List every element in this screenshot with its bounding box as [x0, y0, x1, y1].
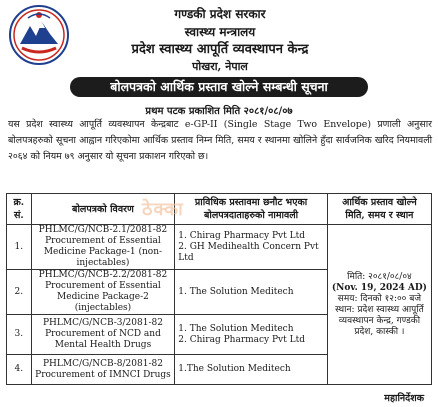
row-description [31, 270, 175, 315]
row-bidders [175, 355, 328, 385]
header-opening: आर्थिक प्रस्ताव खोल्ने मिति, समय र स्थान [327, 194, 431, 225]
header-bidders: प्राविधिक प्रस्तावमा छनौट भएका बोलपत्रदाताहरुको नामावली [175, 194, 328, 225]
nepal-emblem-icon [8, 4, 70, 66]
opening-details [327, 225, 431, 385]
signoff-title: महानिर्देशक [384, 393, 424, 404]
row-sn: 4. [7, 355, 32, 385]
row-bidders [175, 315, 328, 355]
publish-date: प्रथम पटक प्रकाशित मिति २०८१/०८/०७ [145, 106, 293, 117]
row-sn: 2. [7, 270, 32, 315]
bidder-name: 1. The Solution Meditech [178, 323, 294, 334]
government-name: गण्डकी प्रदेश सरकार [174, 7, 266, 21]
bidder-name: 1. Chirag Pharmacy Pvt Ltd [178, 230, 305, 241]
row-description [31, 225, 175, 270]
bidder-name: 1. The Solution Meditech [178, 286, 294, 297]
tender-code: PHLMC/G/NCB-2.2/2081-82 [38, 270, 168, 280]
bidder-name: 2. GH Medihealth Concern Pvt Ltd [178, 241, 319, 263]
row-bidders [175, 225, 328, 270]
table-header-row [7, 194, 432, 225]
table-row [7, 225, 432, 270]
notice-title-banner: बोलपत्रको आर्थिक प्रस्ताव खोल्ने सम्बन्धी सूचना [70, 77, 368, 97]
tender-title: Procurement of Essential Medicine Package-2 (injectables) [45, 281, 161, 313]
opening-time: समय: दिनको १२:०० बजे [337, 293, 422, 304]
tender-title: Procurement of NCD and Mental Health Drugs [45, 329, 161, 350]
opening-place: स्थान: प्रदेश स्वास्थ्य आपूर्ति व्यवस्थापन केन्द्र, गण्डकी प्रदेश, कास्की । [335, 304, 424, 337]
office-location: पोखरा, नेपाल [192, 60, 248, 73]
row-description [31, 355, 175, 385]
opening-date-ad: (Nov. 19, 2024 AD) [331, 282, 427, 293]
opening-date: मिति: २०८१/०८/०४ [347, 271, 412, 282]
tender-code: PHLMC/G/NCB-3/2081-82 [42, 318, 163, 328]
row-description [31, 315, 175, 355]
ministry-name: स्वास्थ्य मन्त्रालय [184, 25, 256, 39]
tender-title: Procurement of IMNCI Drugs [35, 369, 171, 380]
row-sn: 3. [7, 315, 32, 355]
row-bidders [175, 270, 328, 315]
site-watermark: ठेक्का [142, 199, 184, 220]
header-sn: क्र. सं. [7, 194, 32, 225]
bidder-name: 2. Chirag Pharmacy Pvt Ltd [178, 334, 305, 345]
intro-paragraph: यस प्रदेश स्वास्थ्य आपूर्ति व्यवस्थापन केन्द्रबाट e-GP-II (Single Stage Two Envelope) प्रणाली अनुसार बोलपत्रहरुको सूचना आह्वान गरिएकोमा आर्थिक प्रस्ताव निम्न मिति, समय र स्थानमा खोलिने हुँदा सार्वजनिक खरिद नियमावली २०६४ को नियम ७९ अनुसार यो सूचना प्रकाशन गरिएको छ। [8, 119, 432, 162]
row-sn: 1. [7, 225, 32, 270]
tender-table [6, 193, 432, 385]
tender-title: Procurement of Essential Medicine Package-1 (non-injectables) [43, 236, 163, 268]
header-description: बोलपत्रको विवरण [31, 194, 175, 225]
bidder-name: 1.The Solution Meditech [178, 364, 291, 374]
tender-code: PHLMC/G/NCB-8/2081-82 [42, 358, 163, 369]
tender-code: PHLMC/G/NCB-2.1/2081-82 [38, 225, 168, 235]
office-name: प्रदेश स्वास्थ्य आपूर्ति व्यवस्थापन केन्द्र [131, 42, 309, 57]
